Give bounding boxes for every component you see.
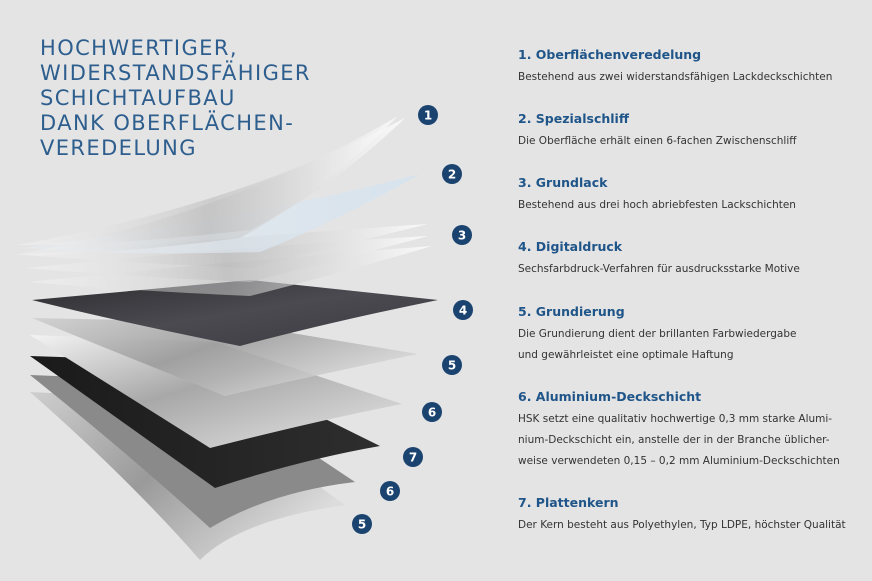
layer-heading: 1. Oberflächenveredelung	[518, 47, 702, 62]
marker-label: 4	[458, 303, 468, 318]
description-line: Sechsfarbdruck-Verfahren für ausdrucksstarke Motive	[518, 263, 800, 275]
layer-heading: 4. Digitaldruck	[518, 239, 623, 254]
layer-entry-primer	[518, 303, 858, 366]
layer-description	[518, 195, 858, 216]
layer-entry-special-sanding	[518, 110, 858, 152]
layer-description	[518, 67, 858, 88]
layer-description	[518, 409, 858, 472]
layer-description	[518, 515, 858, 536]
layer-heading: 6. Aluminium-Deckschicht	[518, 389, 702, 404]
title-line: DANK OBERFLÄCHEN-	[40, 111, 295, 135]
title-line: HOCHWERTIGER,	[40, 36, 238, 60]
marker-label: 5	[357, 517, 367, 532]
marker-label: 3	[457, 228, 467, 243]
title-line: SCHICHTAUFBAU	[40, 86, 236, 110]
title-line: WIDERSTANDSFÄHIGER	[40, 61, 311, 85]
marker-label: 7	[408, 450, 418, 465]
layer-description	[518, 131, 858, 152]
layer-heading: 3. Grundlack	[518, 175, 608, 190]
layer-heading: 7. Plattenkern	[518, 495, 619, 510]
layer-description	[518, 324, 858, 366]
layer-marker-5-lower	[352, 514, 372, 534]
layer-entry-surface-finish	[518, 46, 858, 88]
marker-label: 5	[447, 358, 457, 373]
layer-marker-1	[418, 105, 438, 125]
description-line: weise verwendeten 0,15 – 0,2 mm Aluminium-Deckschichten	[518, 455, 840, 467]
description-line: Bestehend aus drei hoch abriebfesten Lackschichten	[518, 199, 796, 211]
description-line: Die Grundierung dient der brillanten Farbwiedergabe	[518, 328, 797, 340]
layer-entry-digital-print	[518, 238, 858, 280]
layer-heading: 5. Grundierung	[518, 304, 625, 319]
layer-marker-6-lower	[380, 481, 400, 501]
layer-description	[518, 259, 858, 280]
description-line: nium-Deckschicht ein, anstelle der in der Branche üblicher-	[518, 434, 830, 446]
marker-label: 1	[423, 108, 433, 123]
marker-label: 2	[447, 167, 457, 182]
marker-label: 6	[385, 484, 395, 499]
layer-entry-base-coat	[518, 174, 858, 216]
marker-label: 6	[427, 405, 437, 420]
layer-entry-panel-core	[518, 494, 858, 536]
description-line: Die Oberfläche erhält einen 6-fachen Zwischenschliff	[518, 135, 797, 147]
description-line: Der Kern besteht aus Polyethylen, Typ LDPE, höchster Qualität	[518, 519, 846, 531]
layer-marker-5	[442, 355, 462, 375]
layer-marker-3	[452, 225, 472, 245]
title-line: VEREDELUNG	[40, 136, 197, 160]
layer-marker-4	[453, 300, 473, 320]
description-line: HSK setzt eine qualitativ hochwertige 0,3 mm starke Alumi-	[518, 413, 833, 425]
layer-heading: 2. Spezialschliff	[518, 111, 629, 126]
layer-marker-2	[442, 164, 462, 184]
description-line: und gewährleistet eine optimale Haftung	[518, 349, 734, 361]
layer-marker-7	[403, 447, 423, 467]
layer-marker-6	[422, 402, 442, 422]
description-line: Bestehend aus zwei widerstandsfähigen Lackdeckschichten	[518, 71, 833, 83]
layer-entry-aluminium-cover	[518, 388, 858, 472]
